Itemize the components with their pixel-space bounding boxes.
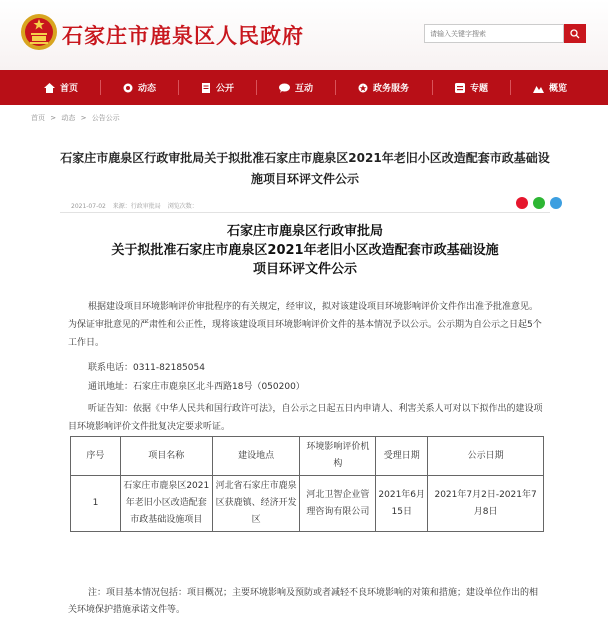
nav-item-services[interactable]	[358, 70, 409, 105]
table-header: 受理日期	[376, 437, 428, 476]
table-cell: 石家庄市鹿泉区2021年老旧小区改造配套市政基础设施项目	[120, 476, 212, 532]
nav-label: 首页	[60, 84, 79, 94]
search-button[interactable]	[564, 24, 586, 43]
main-nav	[0, 70, 608, 105]
table-cell: 2021年6月15日	[376, 476, 428, 532]
article-meta	[71, 201, 203, 210]
table-header: 环境影响评价机构	[300, 437, 376, 476]
table-row	[71, 476, 544, 532]
site-header	[0, 0, 608, 70]
nav-item-news[interactable]	[123, 70, 156, 105]
table-header: 公示日期	[428, 437, 544, 476]
table-header: 项目名称	[120, 437, 212, 476]
nav-label: 政务服务	[373, 84, 410, 94]
share-qq-icon[interactable]	[550, 197, 562, 209]
publish-date: 2021-07-02	[71, 203, 106, 210]
news-icon	[123, 83, 133, 93]
divider	[60, 212, 550, 213]
table-cell: 1	[71, 476, 121, 532]
table-cell: 2021年7月2日-2021年7月8日	[428, 476, 544, 532]
nav-item-disclosure[interactable]	[201, 70, 234, 105]
topic-icon	[455, 83, 465, 93]
search-icon	[570, 29, 580, 39]
service-icon	[358, 83, 368, 93]
contact-address: 通讯地址：石家庄市鹿泉区北斗西路18号（050200）	[88, 382, 305, 392]
table-cell: 河北省石家庄市鹿泉区获鹿镇、经济开发区	[212, 476, 300, 532]
chat-icon	[279, 83, 290, 93]
national-emblem-icon	[20, 12, 58, 52]
table-header: 建设地点	[212, 437, 300, 476]
document-title	[60, 222, 550, 279]
nav-label: 公开	[216, 84, 235, 94]
overview-icon	[533, 83, 544, 93]
share-buttons	[516, 197, 562, 209]
nav-item-overview[interactable]	[533, 70, 567, 105]
intro-paragraph: 根据建设项目环境影响评价审批程序的有关规定，经审议，拟对该建设项目环境影响评价文件作出准予批准意见。为保证审批意见的严肃性和公正性，现将该建设项目环境影响评价文件的基本情况予以公示。公示期为自公示之日起5个工作日。	[68, 302, 542, 348]
footnote: 注：项目基本情况包括：项目概况；主要环境影响及预防或者减轻不良环境影响的对策和措施；建设单位作出的相关环境保护措施承诺文件等。	[68, 588, 539, 615]
contact-phone: 联系电话：0311-82185054	[88, 363, 205, 373]
project-table	[70, 436, 544, 532]
nav-label: 概览	[549, 84, 568, 94]
share-weibo-icon[interactable]	[516, 197, 528, 209]
article-title: 石家庄市鹿泉区行政审批局关于拟批准石家庄市鹿泉区2021年老旧小区改造配套市政基础设施项目环评文件公示	[60, 151, 550, 186]
disclosure-icon	[201, 83, 211, 93]
table-cell: 河北卫智企业管理咨询有限公司	[300, 476, 376, 532]
breadcrumb	[31, 113, 123, 123]
home-icon	[44, 83, 55, 93]
nav-item-home[interactable]	[44, 70, 78, 105]
breadcrumb-news[interactable]: 动态	[61, 114, 76, 122]
view-count: 浏览次数：	[167, 203, 198, 210]
nav-item-topics[interactable]	[455, 70, 488, 105]
breadcrumb-home[interactable]: 首页	[31, 114, 45, 122]
document-title-line: 石家庄市鹿泉区行政审批局	[226, 224, 383, 239]
nav-label: 互动	[295, 84, 314, 94]
document-title-line: 关于拟批准石家庄市鹿泉区2021年老旧小区改造配套市政基础设施	[111, 243, 499, 258]
table-header-row	[71, 437, 544, 476]
table-header: 序号	[71, 437, 121, 476]
site-title[interactable]: 石家庄市鹿泉区人民政府	[62, 23, 304, 48]
document-title-line: 项目环评文件公示	[252, 262, 357, 277]
nav-label: 动态	[138, 84, 157, 94]
search-input[interactable]	[424, 24, 564, 43]
breadcrumb-separator: >	[50, 114, 57, 122]
article-source: 来源：行政审批局	[112, 203, 161, 210]
breadcrumb-notices[interactable]: 公告公示	[91, 114, 120, 122]
nav-label: 专题	[470, 84, 489, 94]
share-wechat-icon[interactable]	[533, 197, 545, 209]
hearing-notice: 听证告知：依据《中华人民共和国行政许可法》，自公示之日起五日内申请人、利害关系人可对以下拟作出的建设项目环境影响评价文件批复决定要求听证。	[68, 404, 543, 432]
nav-item-interaction[interactable]	[279, 70, 313, 105]
breadcrumb-separator: >	[80, 114, 87, 122]
